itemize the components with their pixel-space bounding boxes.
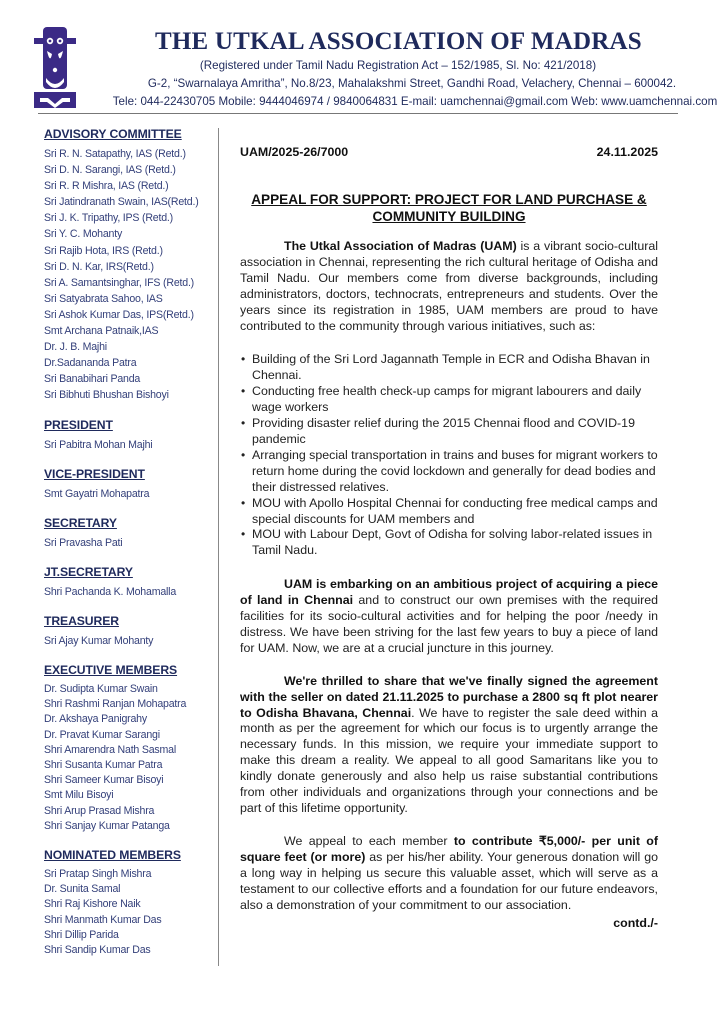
advisory-committee	[44, 127, 216, 404]
member-name: Dr. Akshaya Panigrahy	[44, 713, 147, 726]
member-name: Shri Dillip Parida	[44, 928, 119, 941]
member-name: Dr. Sudipta Kumar Swain	[44, 682, 158, 695]
member-name: Sri Satyabrata Sahoo, IAS	[44, 292, 163, 305]
letter-date: 24.11.2025	[596, 145, 658, 159]
reference-row	[240, 145, 658, 159]
member-name: Shri Rashmi Ranjan Mohapatra	[44, 698, 187, 711]
list-item: • Providing disaster relief during the 2015 Chennai flood and COVID-19 pandemic	[240, 416, 658, 448]
vice-president	[44, 467, 216, 502]
agreement-bold: We're thrilled to share that we've finally signed the agreement with the seller on dated 21.11.2025 to purchase a 2800 sq ft plot nearer to Odisha Bhavana, Chennai	[240, 673, 658, 720]
intro-bold: The Utkal Association of Madras (UAM)	[284, 239, 517, 253]
appeal-text: as per his/her ability. Your generous donation will go a long way in helping us secure this valuable asset, which will serve as a testament to our collective efforts and a foundation for our future endeavors, also a demonstration of your commitment to our association.	[240, 849, 658, 912]
section-heading: NOMINATED MEMBERS	[44, 848, 181, 862]
member-name: Sri Bibhuti Bhushan Bishoyi	[44, 389, 169, 402]
intro-text: is a vibrant socio-cultural association in Chennai, representing the rich cultural heritage of Odisha and Tamil Nadu. Our members come from diverse backgrounds, including administrators, doctors, technocrats, entrepreneurs and students. Over the years since its registration in 1985, UAM members are proud to have contributed to the community through various initiatives, such as:	[240, 239, 658, 333]
header-divider	[38, 113, 678, 114]
initiatives-list	[240, 352, 658, 559]
list-item: • MOU with Labour Dept, Govt of Odisha for solving labor-related issues in Tamil Nadu.	[240, 527, 658, 559]
member-name: Sri D. N. Sarangi, IAS (Retd.)	[44, 164, 176, 177]
treasurer	[44, 614, 216, 649]
project-paragraph	[240, 577, 658, 657]
member-name: Smt Milu Bisoyi	[44, 789, 114, 802]
letter-subject: APPEAL FOR SUPPORT: PROJECT FOR LAND PURCHASE & COMMUNITY BUILDING	[251, 192, 647, 224]
member-name: Smt Gayatri Mohapatra	[44, 487, 150, 500]
agreement-paragraph	[240, 674, 658, 817]
secretary	[44, 516, 216, 551]
section-heading: SECRETARY	[44, 515, 117, 530]
member-name: Sri Ajay Kumar Mohanty	[44, 634, 154, 647]
member-name: Shri Raj Kishore Naik	[44, 898, 141, 911]
list-item: • MOU with Apollo Hospital Chennai for conducting free medical camps and special discounts for UAM members and	[240, 496, 658, 528]
address: G-2, “Swarnalaya Amritha”, No.8/23, Mahalakshmi Street, Gandhi Road, Velachery, Chennai – 600042.	[147, 77, 677, 90]
appeal-start: We appeal to each member	[284, 833, 454, 848]
agreement-text: . We have to register the sale deed within a month as per the agreement for which our focus is to urgently arrange the necessary funds. In this mission, we require your immediate support to make this dream a reality. We appeal to all good Samaritans like you to kindly donate generously and also help us raise substantial contributions from other individuals and organizations through your connections and be part of this lifetime opportunity.	[240, 705, 658, 815]
project-bold: UAM is embarking on an ambitious project of acquiring a piece of land in Chennai	[240, 577, 658, 608]
member-name: Sri J. K. Tripathy, IPS (Retd.)	[44, 212, 174, 225]
letter-body	[240, 145, 658, 930]
member-name: Sri Banabihari Panda	[44, 373, 141, 386]
member-name: Dr. Pravat Kumar Sarangi	[44, 728, 160, 741]
continued-marker: contd./-	[613, 916, 658, 931]
member-name: Shri Sandip Kumar Das	[44, 944, 151, 957]
member-name: Dr. Sunita Samal	[44, 883, 121, 896]
org-title: THE UTKAL ASSOCIATION OF MADRAS	[155, 28, 642, 55]
list-item: • Building of the Sri Lord Jagannath Temple in ECR and Odisha Bhavan in Chennai.	[240, 352, 658, 384]
member-name: Shri Amarendra Nath Sasmal	[44, 743, 176, 756]
member-name: Dr.Sadananda Patra	[44, 357, 137, 370]
office-bearers-sidebar	[44, 127, 216, 972]
project-text: and to construct our own premises with the required facilities for its socio-cultural activities and for helping the poor /needy in distress. We have been striving for the last few years to buy a piece of land for UAM. Now, we are at a crucial juncture in this journey.	[240, 593, 658, 655]
member-name: Sri R. R Mishra, IAS (Retd.)	[44, 180, 169, 193]
member-name: Sri Ashok Kumar Das, IPS(Retd.)	[44, 308, 194, 321]
reference-number: UAM/2025-26/7000	[240, 145, 349, 159]
registration-info: (Registered under Tamil Nadu Registration Act – 152/1985, Sl. No: 421/2018)	[199, 59, 597, 72]
member-name: Sri Pabitra Mohan Majhi	[44, 438, 153, 451]
member-name: Shri Arup Prasad Mishra	[44, 804, 155, 817]
section-heading: ADVISORY COMMITTEE	[44, 127, 182, 141]
member-name: Shri Susanta Kumar Patra	[44, 758, 163, 771]
member-name: Sri Pratap Singh Mishra	[44, 868, 152, 880]
member-name: Shri Manmath Kumar Das	[44, 913, 162, 926]
section-heading: TREASURER	[44, 613, 119, 628]
member-name: Shri Pachanda K. Mohamalla	[44, 585, 177, 598]
section-heading: PRESIDENT	[44, 417, 113, 432]
executive-members	[44, 663, 216, 834]
intro-paragraph	[240, 239, 658, 334]
appeal-paragraph	[240, 834, 658, 914]
member-name: Sri Pravasha Pati	[44, 536, 123, 549]
president	[44, 418, 216, 453]
list-item: • Conducting free health check-up camps for migrant labourers and daily wage workers	[240, 384, 658, 416]
member-name: Shri Sameer Kumar Bisoyi	[44, 774, 164, 787]
member-name: Sri A. Samantsinghar, IFS (Retd.)	[44, 276, 195, 289]
appeal-bold: to contribute ₹5,000/- per unit of square feet (or more)	[240, 833, 658, 864]
member-name: Dr. J. B. Majhi	[44, 341, 107, 354]
list-item: • Arranging special transportation in trains and buses for migrant workers to return home during the covid lockdown and generally for dead bodies and their distressed relatives.	[240, 448, 658, 496]
member-name: Sri Rajib Hota, IRS (Retd.)	[44, 244, 163, 257]
member-name: Sri D. N. Kar, IRS(Retd.)	[44, 260, 154, 273]
contact-info: Tele: 044-22430705 Mobile: 9444046974 / 9840064831 E-mail: uamchennai@gmail.com Web: www.uamchennai.com	[112, 95, 718, 108]
member-name: Smt Archana Patnaik,IAS	[44, 325, 159, 338]
section-heading: VICE-PRESIDENT	[44, 466, 145, 481]
nominated-members	[44, 848, 216, 958]
joint-secretary	[44, 565, 216, 600]
section-heading: JT.SECRETARY	[44, 564, 133, 579]
member-name: Sri Jatindranath Swain, IAS(Retd.)	[44, 196, 199, 209]
section-heading: EXECUTIVE MEMBERS	[44, 662, 178, 677]
member-name: Sri R. N. Satapathy, IAS (Retd.)	[44, 148, 186, 160]
member-name: Sri Y. C. Mohanty	[44, 228, 123, 241]
column-divider	[218, 128, 219, 966]
member-name: Shri Sanjay Kumar Patanga	[44, 819, 170, 832]
